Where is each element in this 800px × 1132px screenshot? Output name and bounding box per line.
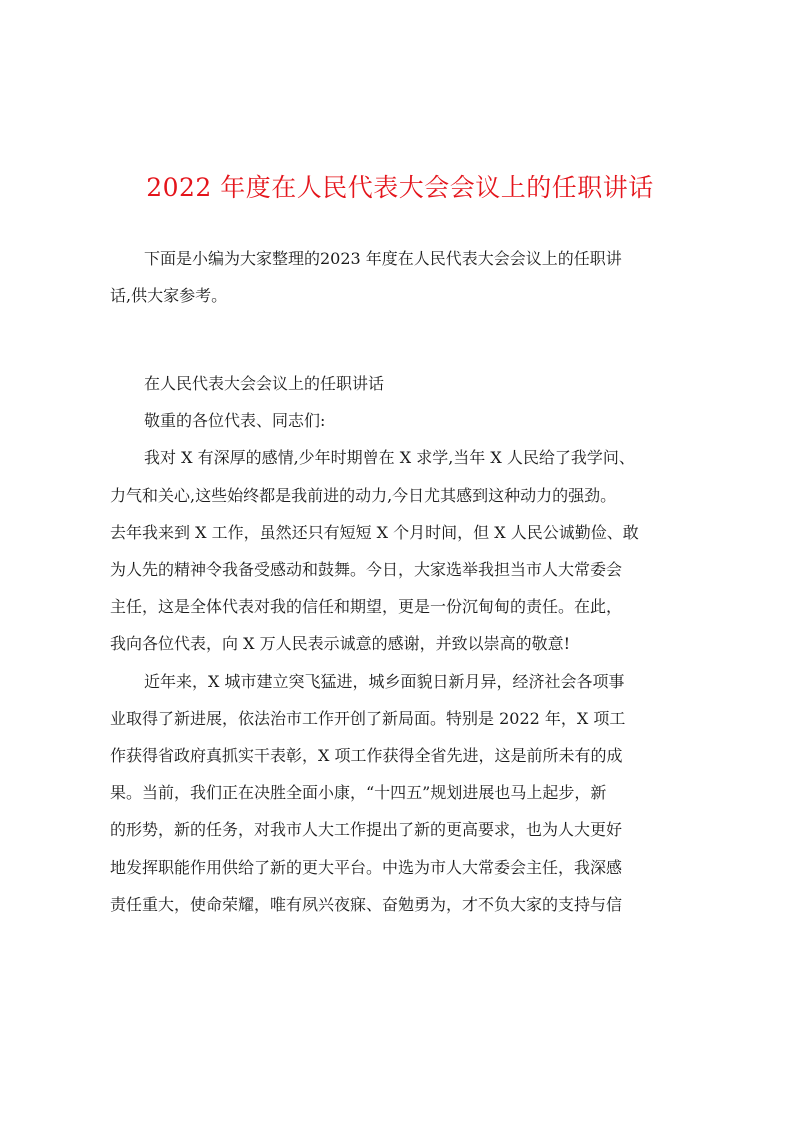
- paragraph-1-line-2: 力气和关心,这些始终都是我前进的动力,今日尤其感到这种动力的强劲。: [110, 485, 617, 505]
- paragraph-2-line-3: 作获得省政府真抓实干表彰，X 项工作获得全省先进，这是前所未有的成: [110, 746, 623, 766]
- paragraph-2-line-4: 果。当前，我们正在决胜全面小康，“十四五”规划进展也马上起步，新: [110, 783, 607, 803]
- speech-title: 在人民代表大会会议上的任职讲话: [144, 374, 385, 393]
- paragraph-2-line-5: 的形势，新的任务，对我市人大工作提出了新的更高要求，也为人大更好: [110, 820, 623, 840]
- paragraph-2: [110, 663, 702, 923]
- paragraph-2-line-6: 地发挥职能作用供给了新的更大平台。中选为市人大常委会主任，我深感: [110, 857, 623, 877]
- speech-body: [110, 365, 702, 923]
- paragraph-2-line-2: 业取得了新进展，依法治市工作开创了新局面。特别是 2022 年，X 项工: [110, 708, 626, 728]
- intro-line-1: 下面是小编为大家整理的2023 年度在人民代表大会会议上的任职讲: [144, 249, 622, 268]
- paragraph-2-line-1: 近年来，X 城市建立突飞猛进，城乡面貌日新月异，经济社会各项事: [144, 671, 625, 691]
- paragraph-1: [110, 439, 702, 662]
- paragraph-1-line-3: 去年我来到 X 工作，虽然还只有短短 X 个月时间，但 X 人民公诚勤俭、敢: [110, 522, 639, 542]
- intro-paragraph: [110, 240, 702, 314]
- document-title: 2022 年度在人民代表大会会议上的任职讲话: [146, 173, 654, 202]
- paragraph-1-line-4: 为人先的精神令我备受感动和鼓舞。今日，大家选举我担当市人大常委会: [110, 560, 623, 580]
- salutation: 敬重的各位代表、同志们:: [144, 411, 326, 431]
- paragraph-1-line-5: 主任，这是全体代表对我的信任和期望，更是一份沉甸甸的责任。在此，: [110, 597, 623, 617]
- paragraph-1-line-1: 我对 X 有深厚的感情,少年时期曾在 X 求学,当年 X 人民给了我学问、: [144, 448, 635, 468]
- paragraph-1-line-6: 我向各位代表，向 X 万人民表示诚意的感谢，并致以崇高的敬意!: [110, 634, 570, 654]
- intro-line-2: 话,供大家参考。: [110, 286, 228, 306]
- paragraph-2-line-7: 责任重大，使命荣耀，唯有夙兴夜寐、奋勉勇为，才不负大家的支持与信: [110, 894, 623, 914]
